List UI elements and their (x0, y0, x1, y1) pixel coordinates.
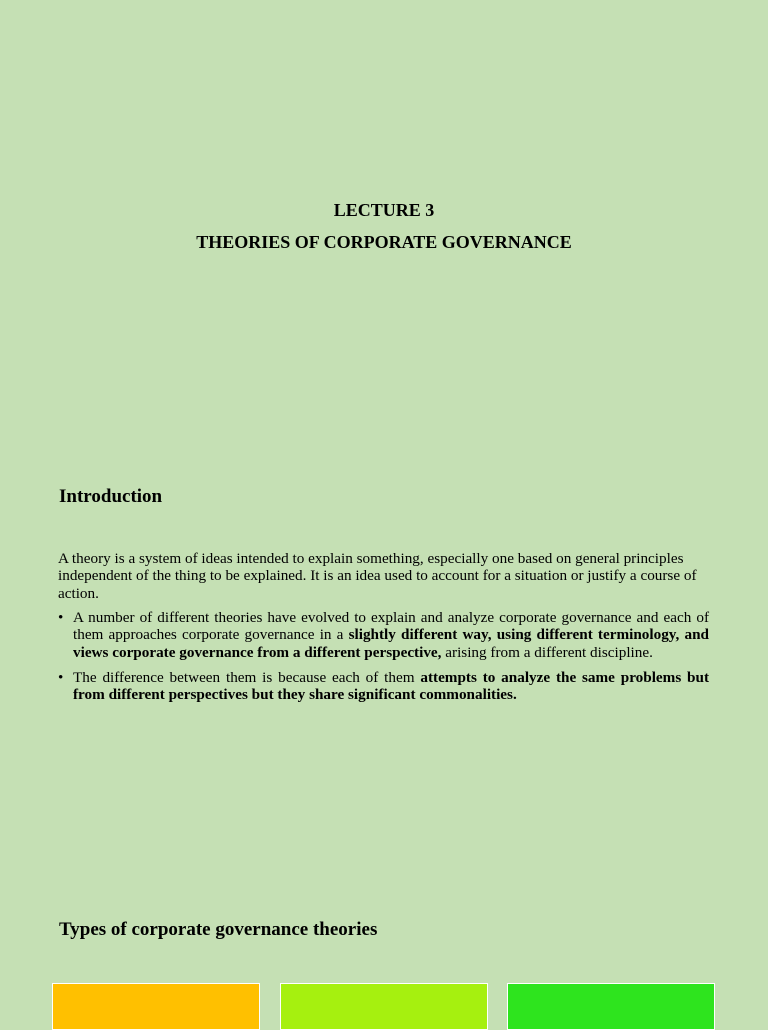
theory-definition: A theory is a system of ideas intended to explain something, especially one based on general principles independent of the thing to be explained. It is an idea used to account for a situation or justify a course of action. (58, 550, 697, 602)
bullet-text: The difference between them is because each of them (73, 668, 421, 686)
lecture-number: LECTURE 3 (333, 200, 435, 220)
bullet-bold-text: slightly different way, using different terminology, and views corporate governance from a different perspective, (73, 626, 710, 661)
theory-type-box (507, 983, 715, 1030)
bullet-marker: • (58, 609, 64, 626)
theory-type-box (280, 983, 488, 1030)
lecture-title: THEORIES OF CORPORATE GOVERNANCE (196, 232, 572, 252)
bullet-text: A number of different theories have evolved to explain and analyze corporate governance and each of them approaches corporate governance in a (73, 609, 709, 644)
bullet-bold-text: attempts to analyze the same problems but from different perspectives but they share significant commonalities. (73, 668, 710, 704)
introduction-bullet-list (58, 609, 709, 711)
introduction-heading: Introduction (59, 486, 163, 507)
bullet-item-different-theories (58, 609, 709, 661)
theory-type-boxes (52, 983, 716, 1024)
bullet-marker: • (58, 668, 64, 686)
bullet-item-difference (58, 669, 709, 704)
bullet-text: arising from a different discipline. (441, 643, 653, 661)
types-heading: Types of corporate governance theories (59, 919, 378, 940)
title-block (0, 194, 768, 258)
theory-type-box (52, 983, 260, 1030)
